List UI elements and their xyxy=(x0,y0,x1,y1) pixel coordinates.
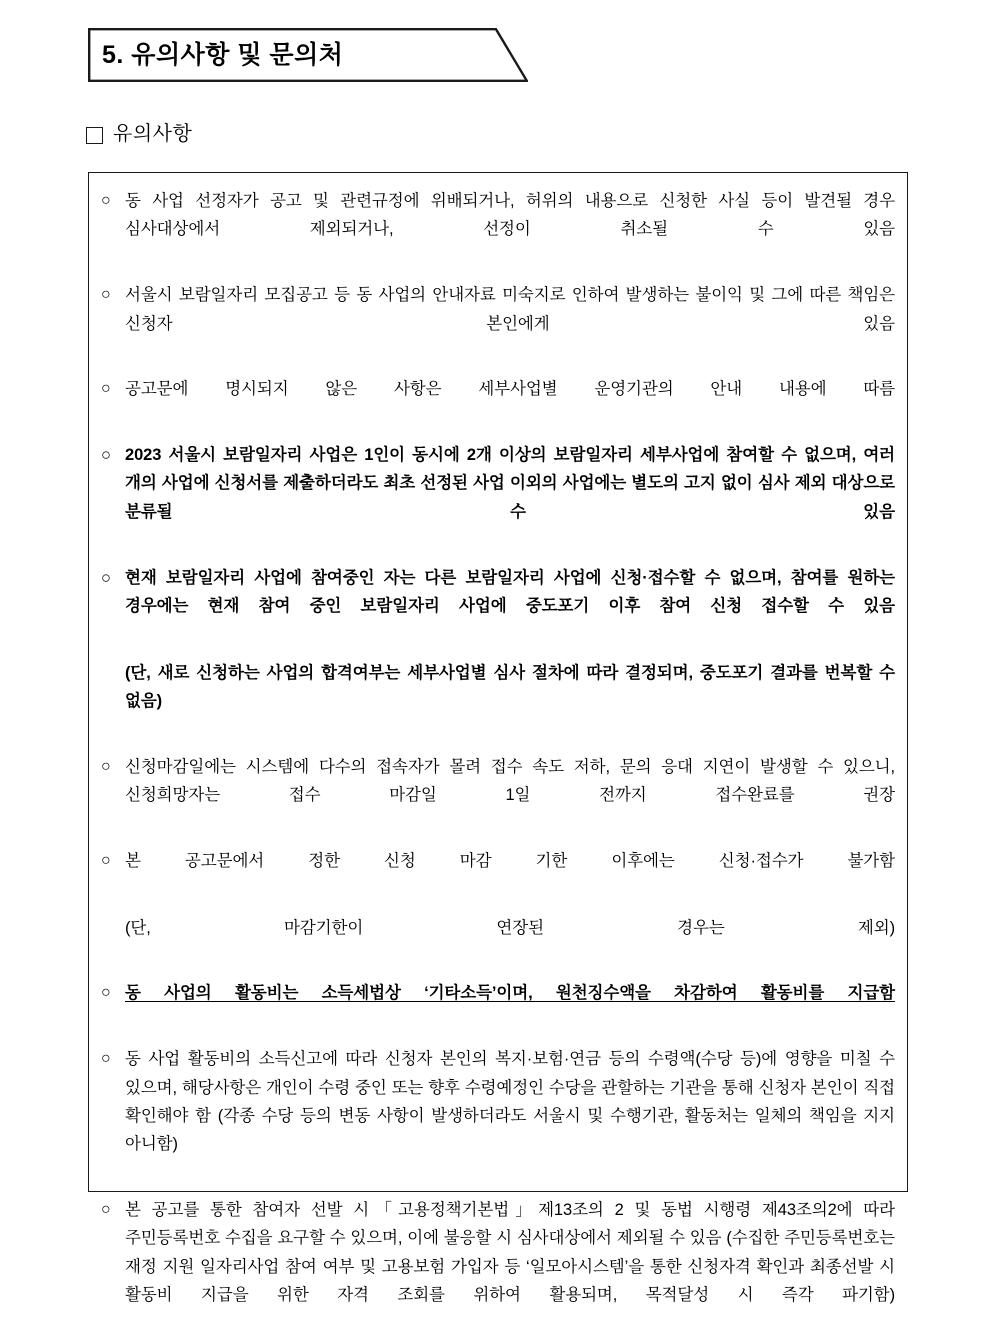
circle-outline-icon: ○ xyxy=(101,192,111,209)
notice-item-text: (단, 새로 신청하는 사업의 합격여부는 세부사업별 심사 절차에 따라 결정되며, 중도포기 결과를 번복할 수 없음) xyxy=(125,663,895,710)
notice-content-box xyxy=(88,172,908,1305)
notice-item-text: 동 사업 선정자가 공고 및 관련규정에 위배되거나, 허위의 내용으로 신청한 사실 등이 발견될 경우 심사대상에서 제외되거나, 선정이 취소될 수 있음 xyxy=(125,192,895,239)
square-outline-icon xyxy=(86,127,103,144)
circle-outline-icon: ○ xyxy=(101,286,111,304)
circle-outline-icon: ○ xyxy=(101,380,111,398)
notice-item-text: 신청마감일에는 시스템에 다수의 접속자가 몰려 접수 속도 저하, 문의 응대 지연이 발생할 수 있으니, 신청희망자는 접수 마감일 1일 전까지 접수완료를 권장 xyxy=(125,757,895,805)
notice-item xyxy=(101,979,895,1036)
circle-outline-icon: ○ xyxy=(101,757,111,775)
notice-item xyxy=(101,564,895,649)
notice-item xyxy=(101,1196,895,1338)
notice-item xyxy=(101,281,895,366)
notice-list xyxy=(101,187,895,1338)
notice-item xyxy=(101,753,895,838)
circle-outline-icon: ○ xyxy=(101,446,111,464)
circle-outline-icon: ○ xyxy=(101,851,111,869)
circle-outline-icon: ○ xyxy=(101,1201,111,1218)
notice-item xyxy=(101,375,895,432)
notice-item xyxy=(101,914,895,971)
section-header xyxy=(88,28,528,82)
notice-item xyxy=(101,1045,895,1187)
notice-item-text: 2023 서울시 보람일자리 사업은 1인이 동시에 2개 이상의 보람일자리 세부사업에 참여할 수 없으며, 여러 개의 사업에 신청서를 제출하더라도 최초 선정된 사업 이외의 사업에는 별도의 고지 없이 심사 제외 대상으로 분류될 수 있음 xyxy=(125,446,895,521)
notice-item-text: 본 공고를 통한 참여자 선발 시「고용정책기본법」제13조의 2 및 동법 시행령 제43조의2에 따라 주민등록번호 수집을 요구할 수 있으며, 이에 불응할 시 심사대상에서 제외될 수 있음 (수집한 주민등록번호는 재정 지원 일자리사업 참여 여부 및 고용보험 가입자 등 ‘일모아시스템’을 통한 신청자격 확인과 최종선발 시 활동비 지급을 위한 자격 조회를 위하여 활용되며, 목적달성 시 즉각 파기함) xyxy=(125,1201,895,1305)
notice-item xyxy=(101,187,895,272)
subheading-label: 유의사항 xyxy=(113,123,193,145)
notice-item-text: 동 사업 활동비의 소득신고에 따라 신청자 본인의 복지·보험·연금 등의 수령액(수당 등)에 영향을 미칠 수 있으며, 해당사항은 개인이 수령 중인 또는 향후 수령예정인 수당을 관할하는 기관을 통해 신청자 본인이 직접 확인해야 함 (각종 수당 등의 변동 사항이 발생하더라도 서울시 및 수행기관, 활동처는 일체의 책임을 지지 아니함) xyxy=(125,1050,895,1154)
notice-item-text: 서울시 보람일자리 모집공고 등 동 사업의 안내자료 미숙지로 인하여 발생하는 불이익 및 그에 따른 책임은 신청자 본인에게 있음 xyxy=(125,286,895,333)
notice-item-text: 공고문에 명시되지 않은 사항은 세부사업별 운영기관의 안내 내용에 따름 xyxy=(125,380,895,399)
notice-item-text: (단, 마감기한이 연장된 경우는 제외) xyxy=(125,918,895,937)
subheading xyxy=(86,122,192,146)
circle-outline-icon: ○ xyxy=(101,984,111,1002)
notice-item-text: 현재 보람일자리 사업에 참여중인 자는 다른 보람일자리 사업에 신청·접수할 수 없으며, 참여를 원하는 경우에는 현재 참여 중인 보람일자리 사업에 중도포기 이후 참여 신청 접수할 수 있음 xyxy=(125,568,895,615)
page-title: 5. 유의사항 및 문의처 xyxy=(102,41,344,69)
notice-item xyxy=(101,847,895,904)
circle-outline-icon: ○ xyxy=(101,568,111,587)
circle-outline-icon: ○ xyxy=(101,1050,111,1068)
notice-item-text: 본 공고문에서 정한 신청 마감 기한 이후에는 신청·접수가 불가함 xyxy=(125,851,895,870)
notice-item xyxy=(101,441,895,555)
notice-item xyxy=(101,659,895,744)
notice-item-text: 동 사업의 활동비는 소득세법상 ‘기타소득’이며, 원천징수액을 차감하여 활동비를 지급함 xyxy=(125,984,895,1003)
